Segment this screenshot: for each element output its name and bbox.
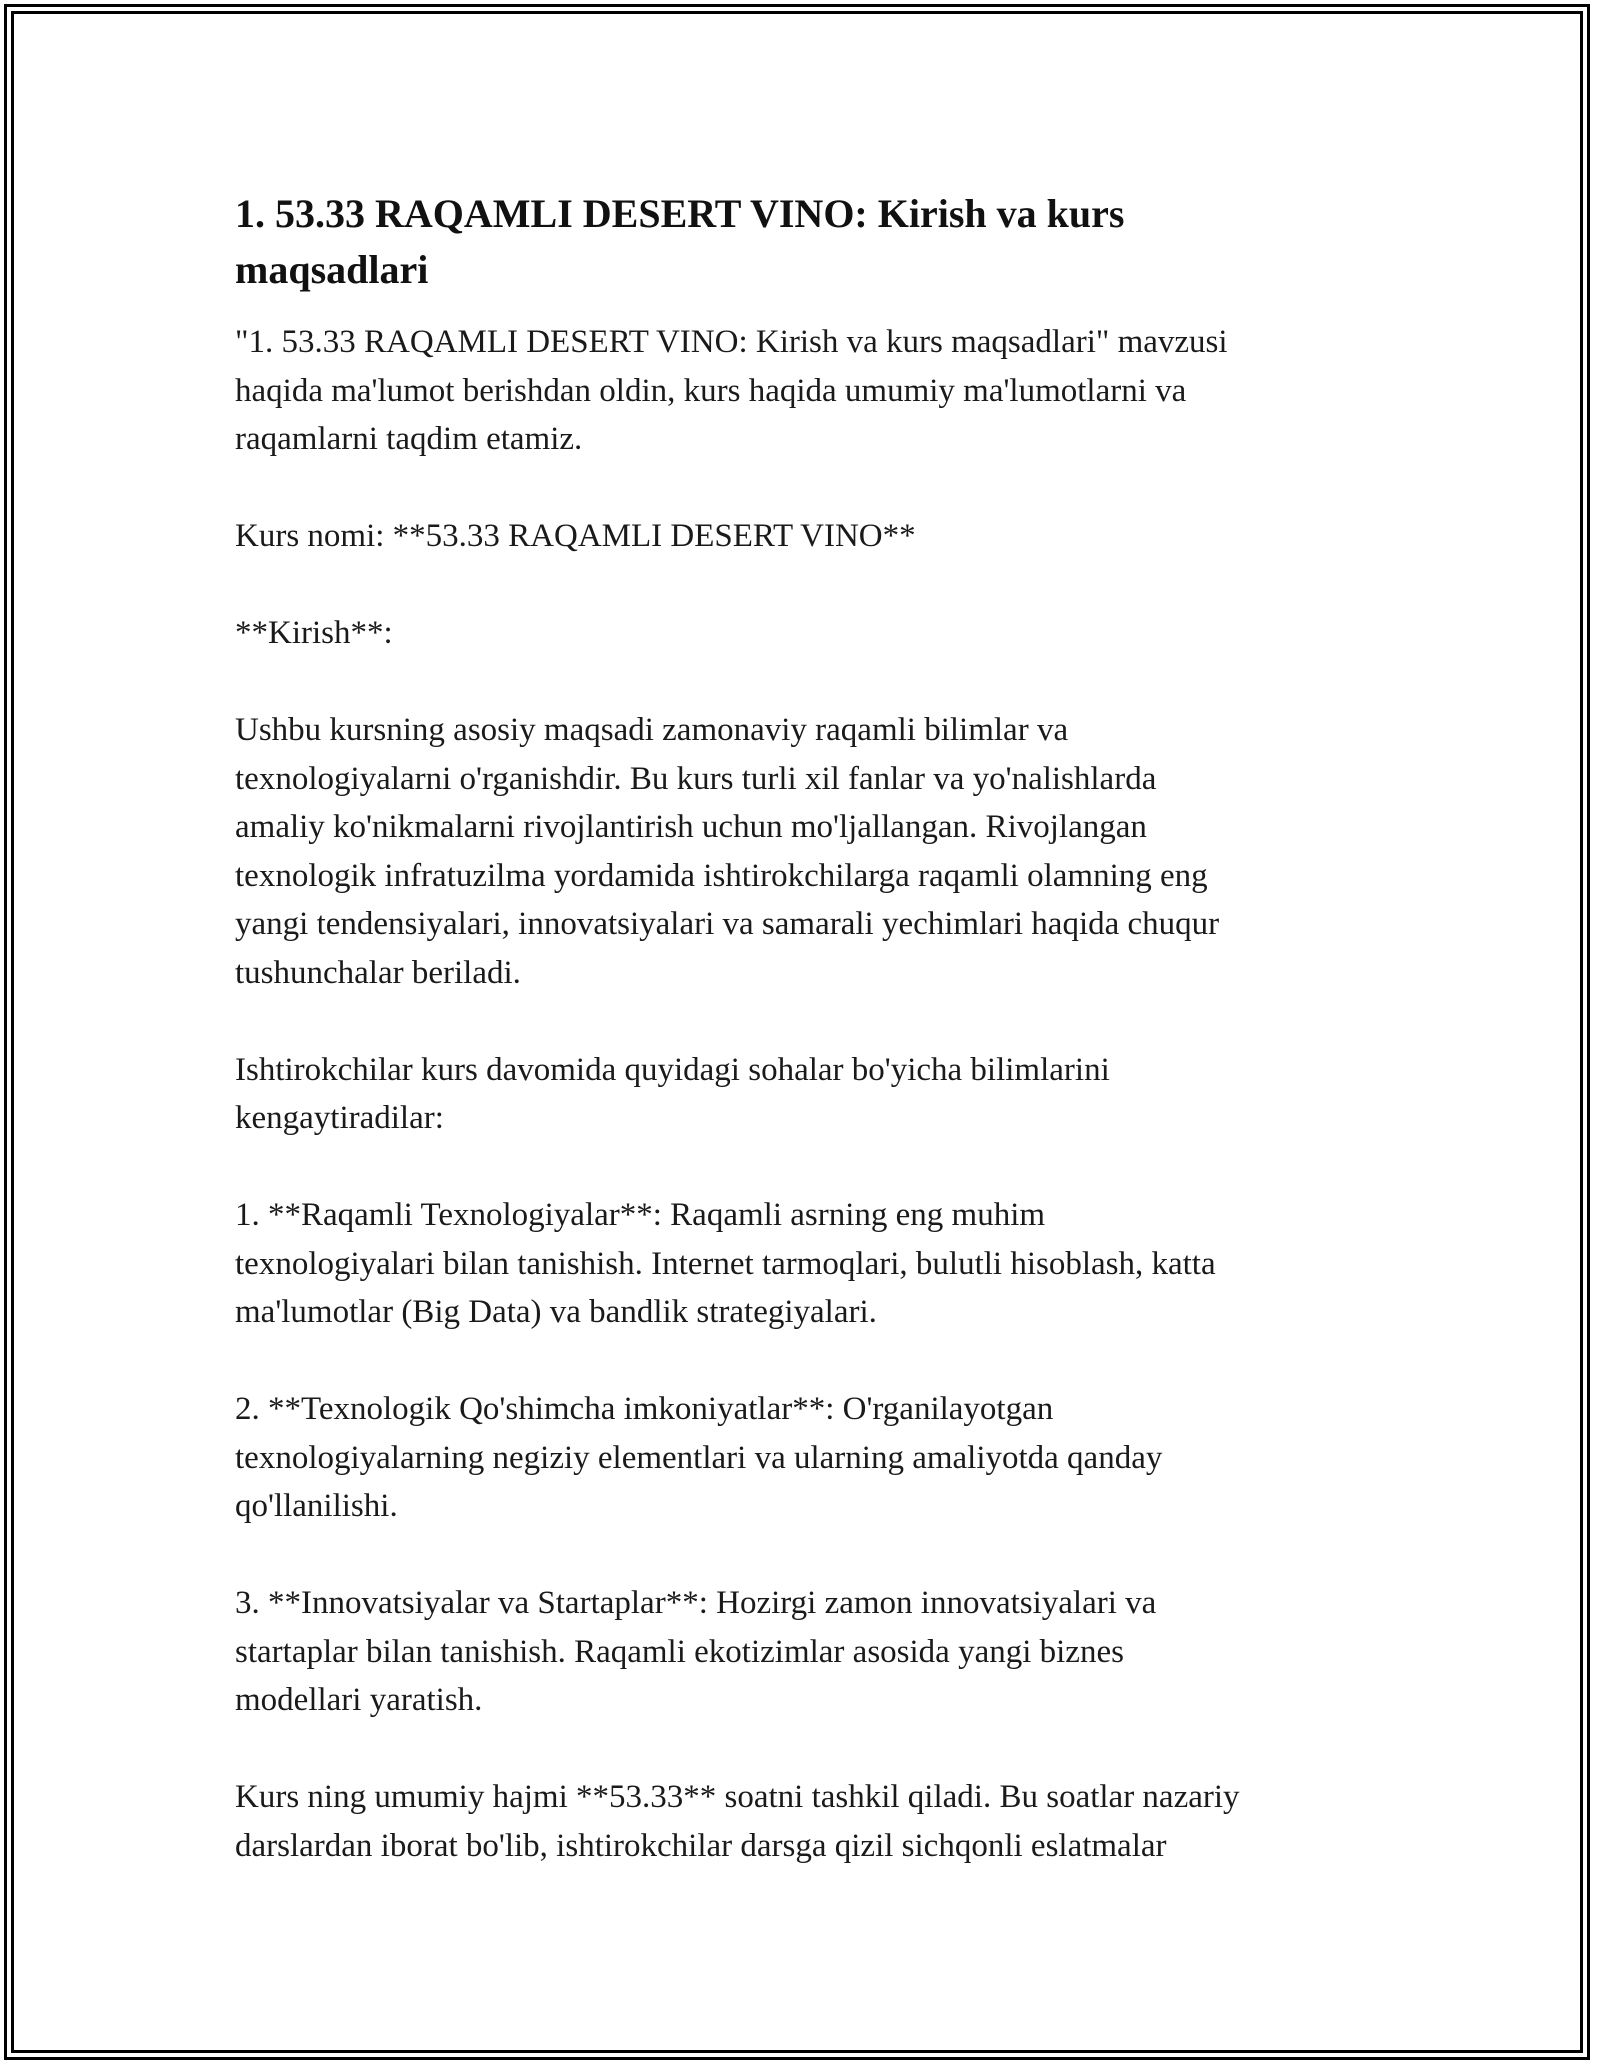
page-title: 1. 53.33 RAQAMLI DESERT VINO: Kirish va kurs maqsadlari [235, 191, 1125, 292]
paragraph-intro: "1. 53.33 RAQAMLI DESERT VINO: Kirish va kurs maqsadlari" mavzusi haqida ma'lumot berishdan oldin, kurs haqida umumiy ma'lumotlarni va raqamlarni taqdim etamiz. [235, 324, 1228, 457]
paragraph-main-goal: Ushbu kursning asosiy maqsadi zamonaviy raqamli bilimlar va texnologiyalarni o'rganishdir. Bu kurs turli xil fanlar va yo'nalishlarda amaliy ko'nikmalarni rivojlantirish uchun mo'ljallangan. Rivojlangan texnologik infratuzilma yordamida ishtirokchilarga raqamli olamning eng yangi tendensiyalari, innovatsiyalari va samarali yechimlari haqida chuqur tushunchalar beriladi. [235, 712, 1220, 991]
list-item-1: 1. **Raqamli Texnologiyalar**: Raqamli asrning eng muhim texnologiyalari bilan tanishish. Internet tarmoqlari, bulutli hisoblash, katta ma'lumotlar (Big Data) va bandlik strategiyalari. [235, 1197, 1216, 1330]
paragraph-participants: Ishtirokchilar kurs davomida quyidagi sohalar bo'yicha bilimlarini kengaytiradilar: [235, 1051, 1110, 1136]
paragraph-kirish-heading: **Kirish**: [235, 615, 393, 651]
paragraph-course-volume: Kurs ning umumiy hajmi **53.33** soatni tashkil qiladi. Bu soatlar nazariy darslardan iborat bo'lib, ishtirokchilar darsga qizil sichqonli eslatmalar [235, 1779, 1240, 1864]
list-item-3: 3. **Innovatsiyalar va Startaplar**: Hozirgi zamon innovatsiyalari va startaplar bilan tanishish. Raqamli ekotizimlar asosida yangi biznes modellari yaratish. [235, 1585, 1157, 1718]
paragraph-course-name: Kurs nomi: **53.33 RAQAMLI DESERT VINO** [235, 518, 916, 554]
list-item-2: 2. **Texnologik Qo'shimcha imkoniyatlar**: O'rganilayotgan texnologiyalarning negiziy elementlari va ularning amaliyotda qanday qo'llanilishi. [235, 1391, 1163, 1524]
document-body [235, 186, 1365, 1870]
